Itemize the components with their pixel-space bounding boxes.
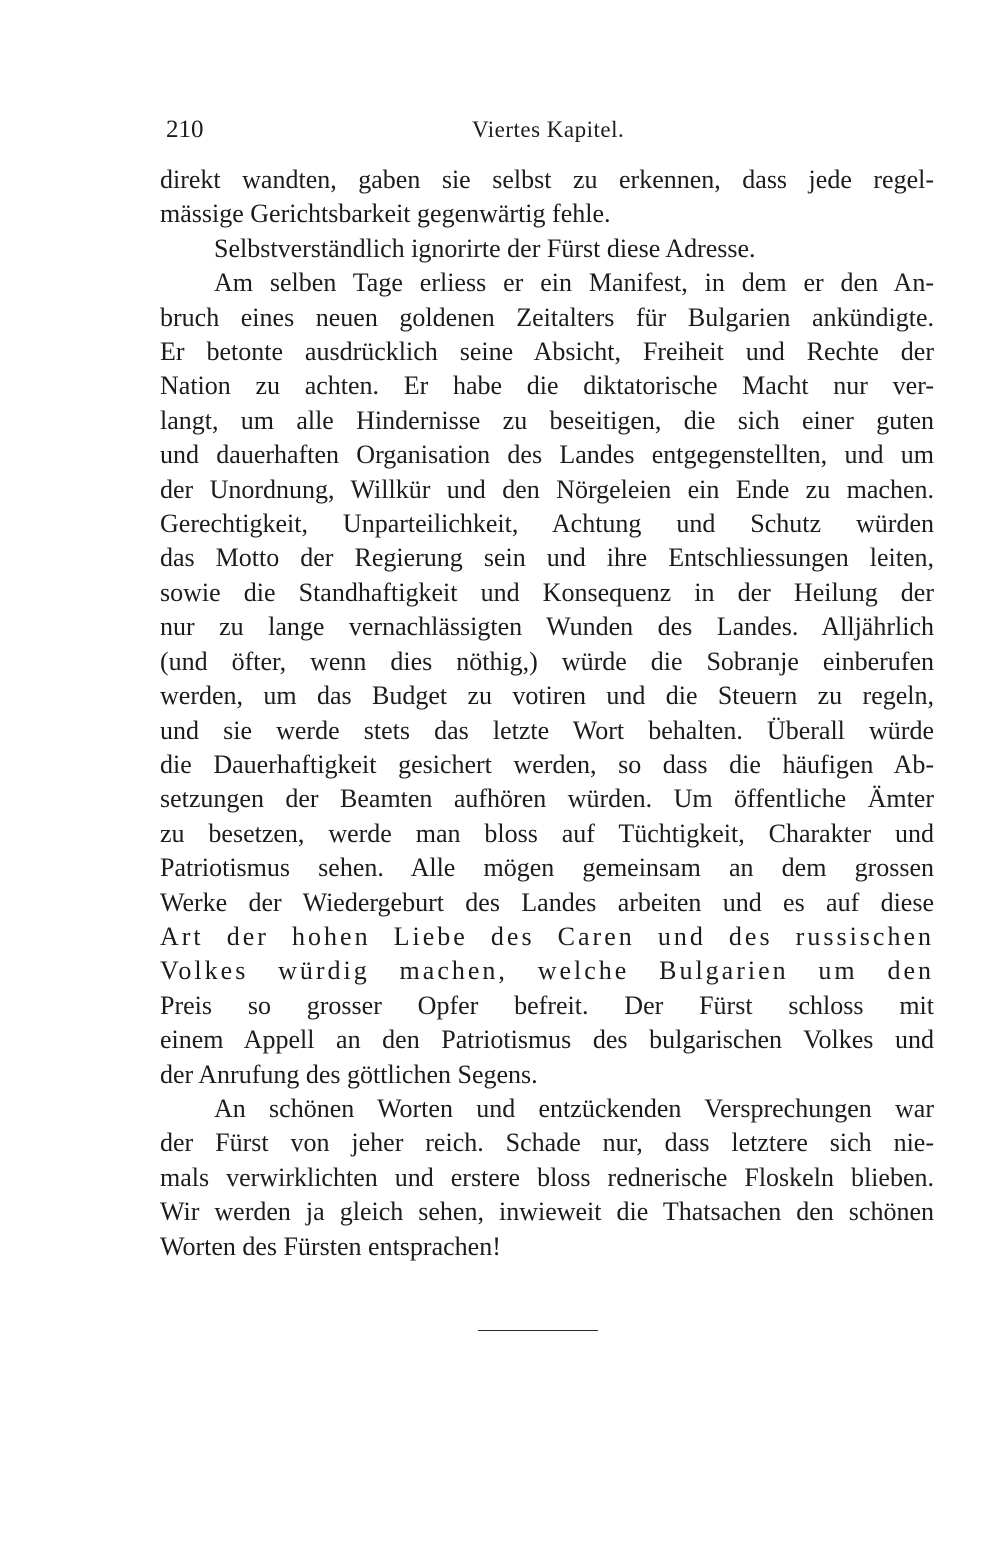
text-line: der Anrufung des göttlichen Segens. — [160, 1059, 538, 1089]
running-head: Viertes Kapitel. — [472, 117, 625, 142]
text-line: zu besetzen, werde man bloss auf Tüchtigkeit, Charakter und — [160, 818, 934, 848]
text-line: und sie werde stets das letzte Wort behalten. Überall würde — [160, 715, 934, 745]
text-line: nur zu lange vernachlässigten Wunden des Landes. Alljährlich — [160, 612, 934, 642]
text-line: Worten des Fürsten entsprachen! — [160, 1231, 501, 1261]
text-line: Wir werden ja gleich sehen, inwieweit die Thatsachen den schönen — [160, 1197, 934, 1227]
paragraph-2 — [160, 232, 934, 266]
text-line: einem Appell an den Patriotismus des bulgarischen Volkes und — [160, 1025, 934, 1055]
paragraph-1 — [160, 163, 934, 232]
page-number: 210 — [166, 116, 204, 143]
text-line: Gerechtigkeit, Unparteilichkeit, Achtung und Schutz würden — [160, 509, 934, 539]
text-line: langt, um alle Hindernisse zu beseitigen, die sich einer guten — [160, 405, 934, 435]
text-line: An schönen Worten und entzückenden Versprechungen war — [214, 1093, 934, 1123]
text-line: sowie die Standhaftigkeit und Konsequenz in der Heilung der — [160, 577, 934, 607]
text-line: der Fürst von jeher reich. Schade nur, dass letztere sich nie- — [160, 1128, 934, 1158]
text-line: Er betonte ausdrücklich seine Absicht, Freiheit und Rechte der — [160, 337, 934, 367]
text-line: mässige Gerichtsbarkeit gegenwärtig fehle. — [160, 199, 611, 229]
text-line: das Motto der Regierung sein und ihre Entschliessungen leiten, — [160, 543, 934, 573]
text-line: Werke der Wiedergeburt des Landes arbeiten und es auf diese — [160, 887, 934, 917]
text-line: werden, um das Budget zu votiren und die Steuern zu regeln, — [160, 681, 934, 711]
paragraph-3 — [160, 266, 934, 1092]
section-separator-rule — [478, 1330, 598, 1331]
text-line: bruch eines neuen goldenen Zeitalters für Bulgarien ankündigte. — [160, 302, 934, 332]
text-line: mals verwirklichten und erstere bloss rednerische Floskeln blieben. — [160, 1162, 934, 1192]
page-header — [150, 112, 940, 148]
paragraph-4 — [160, 1092, 934, 1264]
text-line: direkt wandten, gaben sie selbst zu erkennen, dass jede regel- — [160, 165, 934, 194]
text-line-spaced: Volkes würdig machen, welche Bulgarien um den — [160, 956, 934, 986]
text-line: Nation zu achten. Er habe die diktatorische Macht nur ver- — [160, 371, 934, 401]
text-line: Selbstverständlich ignorirte der Fürst diese Adresse. — [214, 233, 756, 263]
text-line: der Unordnung, Willkür und den Nörgeleien ein Ende zu machen. — [160, 474, 934, 504]
text-line: Patriotismus sehen. Alle mögen gemeinsam an dem grossen — [160, 853, 934, 883]
text-line: (und öfter, wenn dies nöthig,) würde die Sobranje einberufen — [160, 646, 934, 676]
text-line: die Dauerhaftigkeit gesichert werden, so dass die häufigen Ab- — [160, 749, 934, 779]
text-line: Am selben Tage erliess er ein Manifest, in dem er den An- — [214, 268, 934, 298]
body-text — [160, 163, 934, 1264]
text-line: Preis so grosser Opfer befreit. Der Fürst schloss mit — [160, 990, 934, 1020]
text-line: setzungen der Beamten aufhören würden. Um öffentliche Ämter — [160, 784, 934, 814]
text-line-spaced: Art der hohen Liebe des Caren und des russischen — [160, 921, 934, 951]
text-line: und dauerhaften Organisation des Landes entgegenstellten, und um — [160, 440, 934, 470]
